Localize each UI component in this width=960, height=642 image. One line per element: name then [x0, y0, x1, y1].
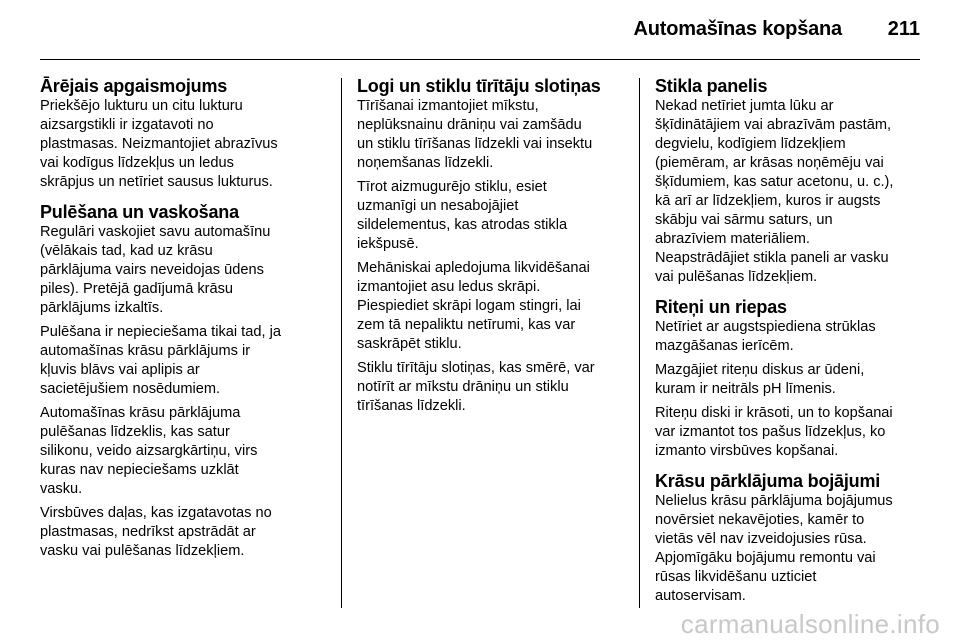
page-number: 211: [887, 18, 920, 40]
paragraph: Nelielus krāsu pārklājuma bojājumus novērsiet nekavējoties, kamēr to vietās vēl nav izveidojusies rūsa. Apjomīgāku bojājumu remontu vai rūsas likvidēšanu uzticiet autoservisam.: [655, 493, 893, 604]
paragraph: Pulēšana ir nepieciešama tikai tad, ja automašīnas krāsu pārklājums ir kļuvis blāvs vai aplipis ar sacietējušiem nosēdumiem.: [40, 324, 281, 397]
paragraph: Priekšējo lukturu un citu lukturu aizsargstikli ir izgatavoti no plastmasas. Neizmantojiet abrazīvus vai kodīgus līdzekļus un ledus skrāpjus un netīriet sausus lukturus.: [40, 98, 278, 190]
paragraph: Nekad netīriet jumta lūku ar šķīdinātājiem vai abrazīvām pastām, degvielu, kodīgiem līdzekļiem (piemēram, ar krāsas noņēmēju vai šķīdumiem, kas satur acetonu, u. c.), kā arī ar līdzekļiem, kuros ir augsts skābju vai sārmu saturs, un abrazīviem materiāliem. Neapstrādājiet stikla paneli ar vasku vai pulēšanas līdzekļiem.: [655, 98, 894, 285]
section-wheels-tyres: [655, 297, 925, 461]
paragraph: Automašīnas krāsu pārklājuma pulēšanas līdzeklis, kas satur silikonu, veido aizsargkārtiņu, virs kuras nav nepieciešams uzklāt vasku.: [40, 405, 258, 497]
section-windows-wipers: [357, 76, 632, 416]
watermark: carmanualsonline.info: [680, 609, 940, 639]
paragraph: Virsbūves daļas, kas izgatavotas no plastmasas, nedrīkst apstrādāt ar vasku vai pulēšanas līdzekļiem.: [40, 505, 272, 559]
section-heading: Pulēšana un vaskošana: [40, 202, 239, 222]
section-exterior-lights: [40, 76, 315, 192]
section-paint-damage: [655, 471, 925, 606]
header-divider: [40, 59, 920, 60]
paragraph: Riteņu diski ir krāsoti, un to kopšanai var izmantot tos pašus līdzekļus, ko izmanto virsbūves kopšanai.: [655, 405, 893, 459]
section-heading: Stikla panelis: [655, 76, 768, 96]
paragraph: Regulāri vaskojiet savu automašīnu (vēlākais tad, kad uz krāsu pārklājuma vairs neveidojas ūdens piles). Pretējā gadījumā krāsu pārklājums izkaltīs.: [40, 224, 271, 316]
section-heading: Logi un stiklu tīrītāju slotiņas: [357, 76, 601, 96]
paragraph: Mehāniskai apledojuma likvidēšanai izmantojiet asu ledus skrāpi. Piespiediet skrāpi logam stingri, lai zem tā nepaliktu netīrumi, kas var saskrāpēt stiklu.: [357, 260, 590, 352]
section-heading: Ārējais apgaismojums: [40, 76, 228, 96]
paragraph: Stiklu tīrītāju slotiņas, kas smērē, var notīrīt ar mīkstu drāniņu un stiklu tīrīšanas līdzekli.: [357, 360, 595, 414]
section-glass-panel: [655, 76, 925, 287]
paragraph: Tīrot aizmugurējo stiklu, esiet uzmanīgi un nesabojājiet sildelementus, kas atrodas stikla iekšpusē.: [357, 179, 568, 252]
section-polishing-waxing: [40, 202, 315, 561]
chapter-title: Automašīnas kopšana: [633, 18, 842, 40]
column-2: [357, 76, 632, 426]
column-3: [655, 76, 925, 616]
section-heading: Krāsu pārklājuma bojājumi: [655, 471, 881, 491]
page-header: [0, 0, 960, 62]
paragraph: Mazgājiet riteņu diskus ar ūdeni, kuram ir neitrāls pH līmenis.: [655, 362, 865, 397]
paragraph: Tīrīšanai izmantojiet mīkstu, neplūksnainu drāniņu vai zamšādu un stiklu tīrīšanas līdzekli vai insektu noņemšanas līdzekli.: [357, 98, 593, 171]
column-divider: [639, 78, 640, 608]
column-divider: [341, 78, 342, 608]
paragraph: Netīriet ar augstspiediena strūklas mazgāšanas ierīcēm.: [655, 319, 876, 354]
column-1: [40, 76, 315, 571]
section-heading: Riteņi un riepas: [655, 297, 787, 317]
